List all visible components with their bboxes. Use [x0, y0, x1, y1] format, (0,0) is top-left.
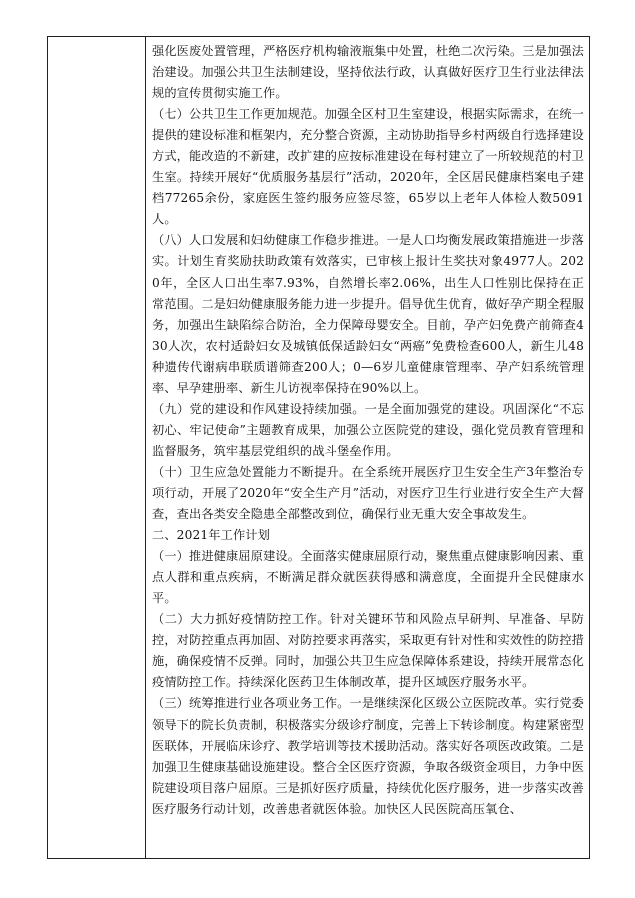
paragraph: （八）人口发展和妇幼健康工作稳步推进。一是人口均衡发展政策措施进一步落实。计划生育奖励扶助政策有效落实，已审核上报计生奖扶对象4977人。2020年，全区人口出生率7.93%，自然增长率2.06%，出生人口性别比保持在正常范围。二是妇幼健康服务能力进一步提升。倡导优生优育，做好孕产期全程服务，加强出生缺陷综合防治，全力保障母婴安全。目前，孕产妇免费产前筛查430人次，农村适龄妇女及城镇低保适龄妇女“两癌”免费检查600人，新生儿48种遗传代谢病串联质谱筛查200人；0—6岁儿童健康管理率、孕产妇系统管理率、早孕建册率、新生儿访视率保持在90%以上。 — [152, 233, 584, 395]
paragraph: （十）卫生应急处置能力不断提升。在全系统开展医疗卫生安全生产3年整治专项行动，开展了2020年“安全生产月”活动，对医疗卫生行业进行安全生产大督查，查出各类安全隐患全部整改到位，确保行业无重大安全事故发生。 — [152, 464, 584, 522]
table-content-cell — [152, 41, 584, 820]
paragraph: （七）公共卫生工作更加规范。加强全区村卫生室建设，根据实际需求，在统一提供的建设标准和框架内，充分整合资源，主动协助指导乡村两级自行选择建设方式，能改造的不新建，改扩建的应按标准建设在每村建立了一所较规范的村卫生室。持续开展好“优质服务基层行”活动，2020年，全区居民健康档案电子建档77265余份，家庭医生签约服务应签尽签，65岁以上老年人体检人数5091人。 — [152, 107, 584, 227]
paragraph: 强化医废处置管理，严格医疗机构输液瓶集中处置，杜绝二次污染。三是加强法治建设。加强公共卫生法制建设，坚持依法行政，认真做好医疗卫生行业法律法规的宣传贯彻实施工作。 — [152, 44, 584, 101]
paragraph: （一）推进健康屈原建设。全面落实健康屈原行动，聚焦重点健康影响因素、重点人群和重点疾病，不断满足群众就医获得感和满意度，全面提升全民健康水平。 — [152, 549, 584, 606]
table-left-column — [48, 37, 146, 858]
section-heading: 二、2021年工作计划 — [152, 528, 270, 543]
document-table — [47, 36, 590, 859]
paragraph: （九）党的建设和作风建设持续加强。一是全面加强党的建设。巩固深化“不忘初心、牢记使命”主题教育成果，加强公立医院党的建设，强化党员教育管理和监督服务，筑牢基层党组织的战斗堡垒作用。 — [152, 401, 584, 458]
paragraph: （二）大力抓好疫情防控工作。针对关键环节和风险点早研判、早准备、早防控，对防控重点再加固、对防控要求再落实，采取更有针对性和实效性的防控措施，确保疫情不反弹。同时，加强公共卫生应急保障体系建设，持续开展常态化疫情防控工作。持续深化医药卫生体制改革，提升区域医疗服务水平。 — [152, 612, 584, 690]
paragraph: （三）统筹推进行业各项业务工作。一是继续深化区级公立医院改革。实行党委领导下的院长负责制，积极落实分级诊疗制度，完善上下转诊制度。构建紧密型医联体，开展临床诊疗、教学培训等技术援助活动。落实好各项医改政策。二是加强卫生健康基础设施建设。整合全区医疗资源，争取各级资金项目，力争中医院建设项目落户屈原。三是抓好医疗质量，持续优化医疗服务，进一步落实改善医疗服务行动计划，改善患者就医体验。加快区人民医院高压氧仓、 — [152, 696, 584, 816]
